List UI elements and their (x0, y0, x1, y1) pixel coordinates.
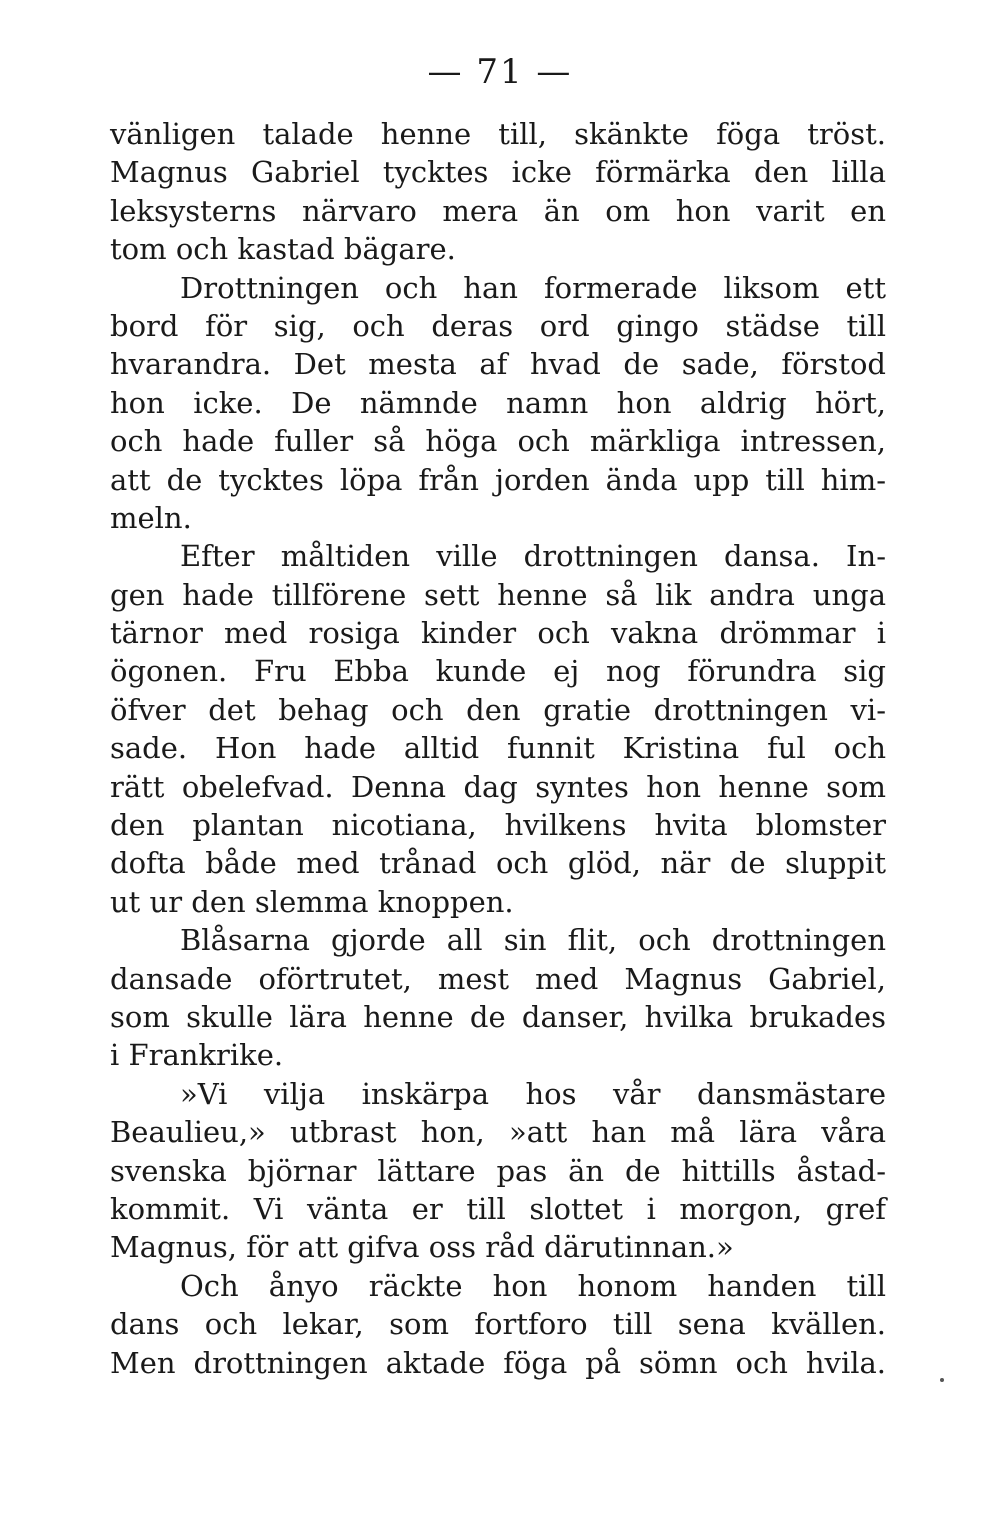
text-line: hon icke. De nämnde namn hon aldrig hört, (110, 385, 886, 420)
text-line: dofta både med trånad och glöd, när de sluppit (110, 846, 886, 881)
text-line: kommit. Vi vänta er till slottet i morgon, gref (110, 1191, 886, 1226)
text-line: »Vi vilja inskärpa hos vår dansmästare (180, 1076, 886, 1111)
text-line: den plantan nicotiana, hvilkens hvita blomster (110, 808, 886, 843)
text-line: i Frankrike. (110, 1038, 284, 1073)
ink-speck (940, 1378, 944, 1382)
text-line: svenska björnar lättare pas än de hittills åstad- (110, 1153, 886, 1188)
text-line: rätt obelefvad. Denna dag syntes hon henne som (110, 769, 886, 804)
text-line: bord för sig, och deras ord gingo städse till (110, 308, 886, 343)
text-line: Drottningen och han formerade liksom ett (180, 270, 886, 305)
text-line: Blåsarna gjorde all sin flit, och drottningen (180, 923, 886, 958)
text-line: hvarandra. Det mesta af hvad de sade, förstod (110, 347, 886, 382)
text-line: att de tycktes löpa från jorden ända upp till him- (110, 462, 886, 497)
text-line: Magnus Gabriel tycktes icke förmärka den lilla (110, 155, 886, 190)
text-line: meln. (110, 500, 192, 535)
text-line: ut ur den slemma knoppen. (110, 884, 514, 919)
text-line: tom och kastad bägare. (110, 232, 456, 267)
text-line: och hade fuller så höga och märkliga intressen, (110, 424, 886, 459)
text-line: Efter måltiden ville drottningen dansa. In- (180, 539, 886, 574)
text-line: gen hade tillförene sett henne så lik andra unga (110, 577, 886, 612)
page-number: — 71 — (427, 52, 573, 92)
text-line: sade. Hon hade alltid funnit Kristina ful och (110, 731, 886, 766)
text-line: Och ånyo räckte hon honom handen till (180, 1268, 886, 1303)
text-line: tärnor med rosiga kinder och vakna drömmar i (110, 616, 886, 651)
text-line: Men drottningen aktade föga på sömn och hvila. (110, 1345, 886, 1380)
text-line: dansade oförtrutet, mest med Magnus Gabriel, (110, 961, 886, 996)
text-line: ögonen. Fru Ebba kunde ej nog förundra sig (110, 654, 886, 689)
text-line: öfver det behag och den gratie drottningen vi- (110, 692, 886, 727)
text-line: Beaulieu,» utbrast hon, »att han må lära våra (110, 1115, 886, 1150)
text-line: Magnus, för att gifva oss råd därutinnan.» (110, 1230, 734, 1265)
text-line: leksysterns närvaro mera än om hon varit en (110, 193, 886, 228)
text-line: dans och lekar, som fortforo till sena kvällen. (110, 1307, 886, 1342)
text-line: vänligen talade henne till, skänkte föga tröst. (110, 117, 886, 151)
body-text (110, 115, 886, 1382)
text-line: som skulle lära henne de danser, hvilka brukades (110, 999, 886, 1034)
